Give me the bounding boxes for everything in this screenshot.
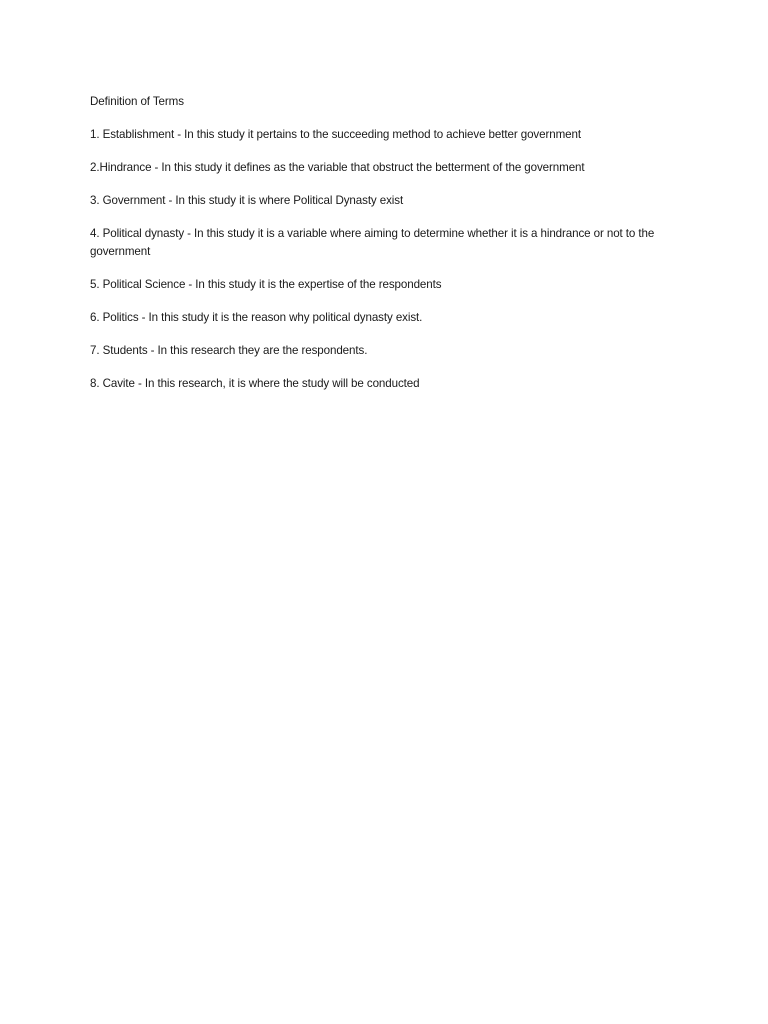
term-establishment: 1. Establishment - In this study it pertains to the succeeding method to achieve better government bbox=[90, 128, 581, 141]
term-students: 7. Students - In this research they are the respondents. bbox=[90, 344, 368, 357]
term-political-dynasty: 4. Political dynasty - In this study it is a variable where aiming to determine whether it is a hindrance or not to the government bbox=[90, 227, 655, 258]
term-politics: 6. Politics - In this study it is the reason why political dynasty exist. bbox=[90, 311, 423, 324]
term-government: 3. Government - In this study it is where Political Dynasty exist bbox=[90, 194, 404, 207]
term-hindrance: 2.Hindrance - In this study it defines as the variable that obstruct the betterment of the government bbox=[90, 161, 585, 174]
term-cavite: 8. Cavite - In this research, it is where the study will be conducted bbox=[90, 377, 420, 390]
term-political-science: 5. Political Science - In this study it is the expertise of the respondents bbox=[90, 278, 442, 291]
document-body bbox=[90, 93, 690, 408]
section-heading: Definition of Terms bbox=[90, 95, 184, 108]
